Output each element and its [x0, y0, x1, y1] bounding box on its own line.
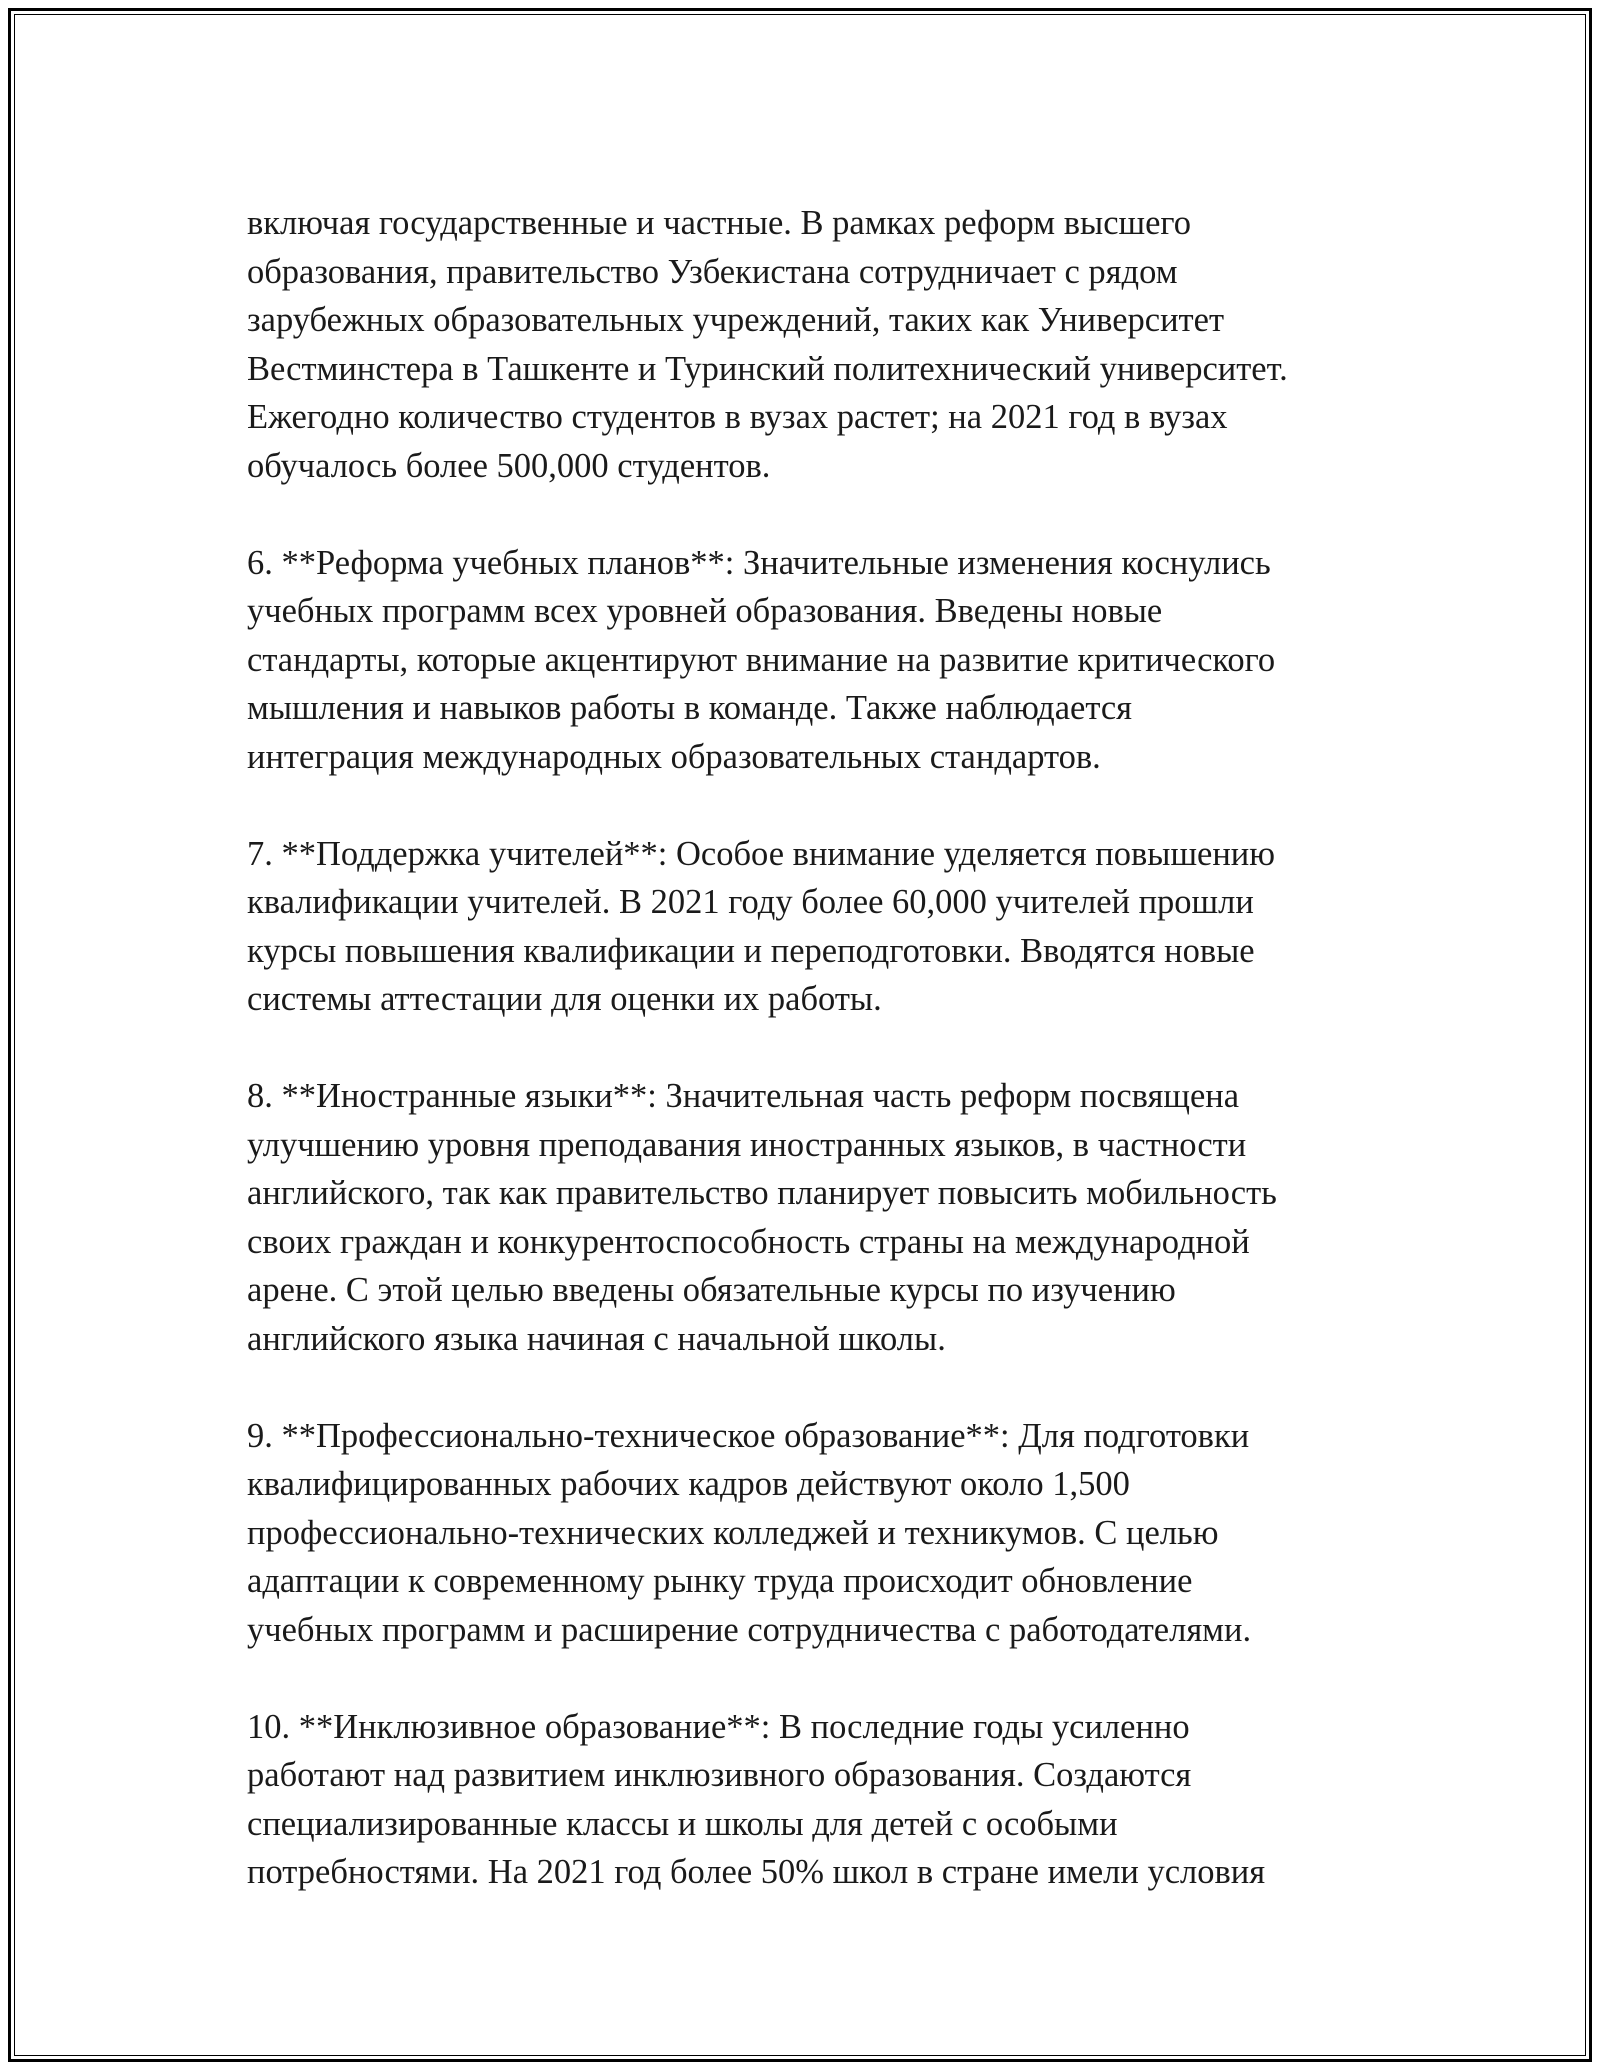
- text-line: Вестминстера в Ташкенте и Туринский политехнический университет.: [247, 349, 1288, 388]
- text-line: учебных программ и расширение сотрудничества с работодателями.: [247, 1610, 1252, 1649]
- text-line: зарубежных образовательных учреждений, таких как Университет: [247, 301, 1225, 339]
- text-line: работают над развитием инклюзивного образования. Создаются: [247, 1756, 1192, 1794]
- text-line: системы аттестации для оценки их работы.: [247, 980, 882, 1018]
- paragraph-higher-education-continued: [247, 199, 1397, 490]
- paragraph-inclusive-education: [247, 1703, 1397, 1897]
- text-line: улучшению уровня преподавания иностранных языков, в частности: [247, 1125, 1247, 1164]
- paragraph-foreign-languages: [247, 1072, 1397, 1363]
- paragraph-curriculum-reform: [247, 539, 1397, 782]
- text-line: 9. **Профессионально-техническое образование**: Для подготовки: [247, 1416, 1250, 1455]
- text-line: адаптации к современному рынку труда происходит обновление: [247, 1562, 1193, 1600]
- text-line: 8. **Иностранные языки**: Значительная часть реформ посвящена: [247, 1077, 1240, 1115]
- text-line: квалификации учителей. В 2021 году более 60,000 учителей прошли: [247, 883, 1254, 921]
- text-line: курсы повышения квалификации и переподготовки. Вводятся новые: [247, 931, 1255, 970]
- text-line: обучалось более 500,000 студентов.: [247, 446, 771, 485]
- text-line: мышления и навыков работы в команде. Также наблюдается: [247, 689, 1133, 727]
- text-line: квалифицированных рабочих кадров действуют около 1,500: [247, 1465, 1130, 1503]
- text-line: специализированные классы и школы для детей с особыми: [247, 1804, 1118, 1843]
- text-line: потребностями. На 2021 год более 50% школ в стране имели условия: [247, 1853, 1266, 1891]
- text-line: интеграция международных образовательных стандартов.: [247, 737, 1101, 776]
- text-line: профессионально-технических колледжей и техникумов. С целью: [247, 1513, 1219, 1552]
- text-line: стандарты, которые акцентируют внимание на развитие критического: [247, 640, 1276, 679]
- text-line: Ежегодно количество студентов в вузах растет; на 2021 год в вузах: [247, 398, 1228, 436]
- text-line: английского языка начиная с начальной школы.: [247, 1319, 946, 1358]
- text-line: образования, правительство Узбекистана сотрудничает с рядом: [247, 252, 1178, 291]
- text-line: своих граждан и конкурентоспособность страны на международной: [247, 1222, 1250, 1261]
- paragraph-teacher-support: [247, 830, 1397, 1024]
- document-body: [247, 199, 1397, 1897]
- text-line: 10. **Инклюзивное образование**: В последние годы усиленно: [247, 1707, 1190, 1746]
- text-line: 7. **Поддержка учителей**: Особое внимание уделяется повышению: [247, 834, 1276, 873]
- paragraph-vocational-education: [247, 1412, 1397, 1655]
- text-line: учебных программ всех уровней образования. Введены новые: [247, 592, 1163, 630]
- page-frame: [8, 8, 1592, 2062]
- text-line: включая государственные и частные. В рамках реформ высшего: [247, 204, 1191, 242]
- text-line: 6. **Реформа учебных планов**: Значительные изменения коснулись: [247, 543, 1271, 582]
- text-line: английского, так как правительство планирует повысить мобильность: [247, 1174, 1277, 1212]
- text-line: арене. С этой целью введены обязательные курсы по изучению: [247, 1271, 1176, 1309]
